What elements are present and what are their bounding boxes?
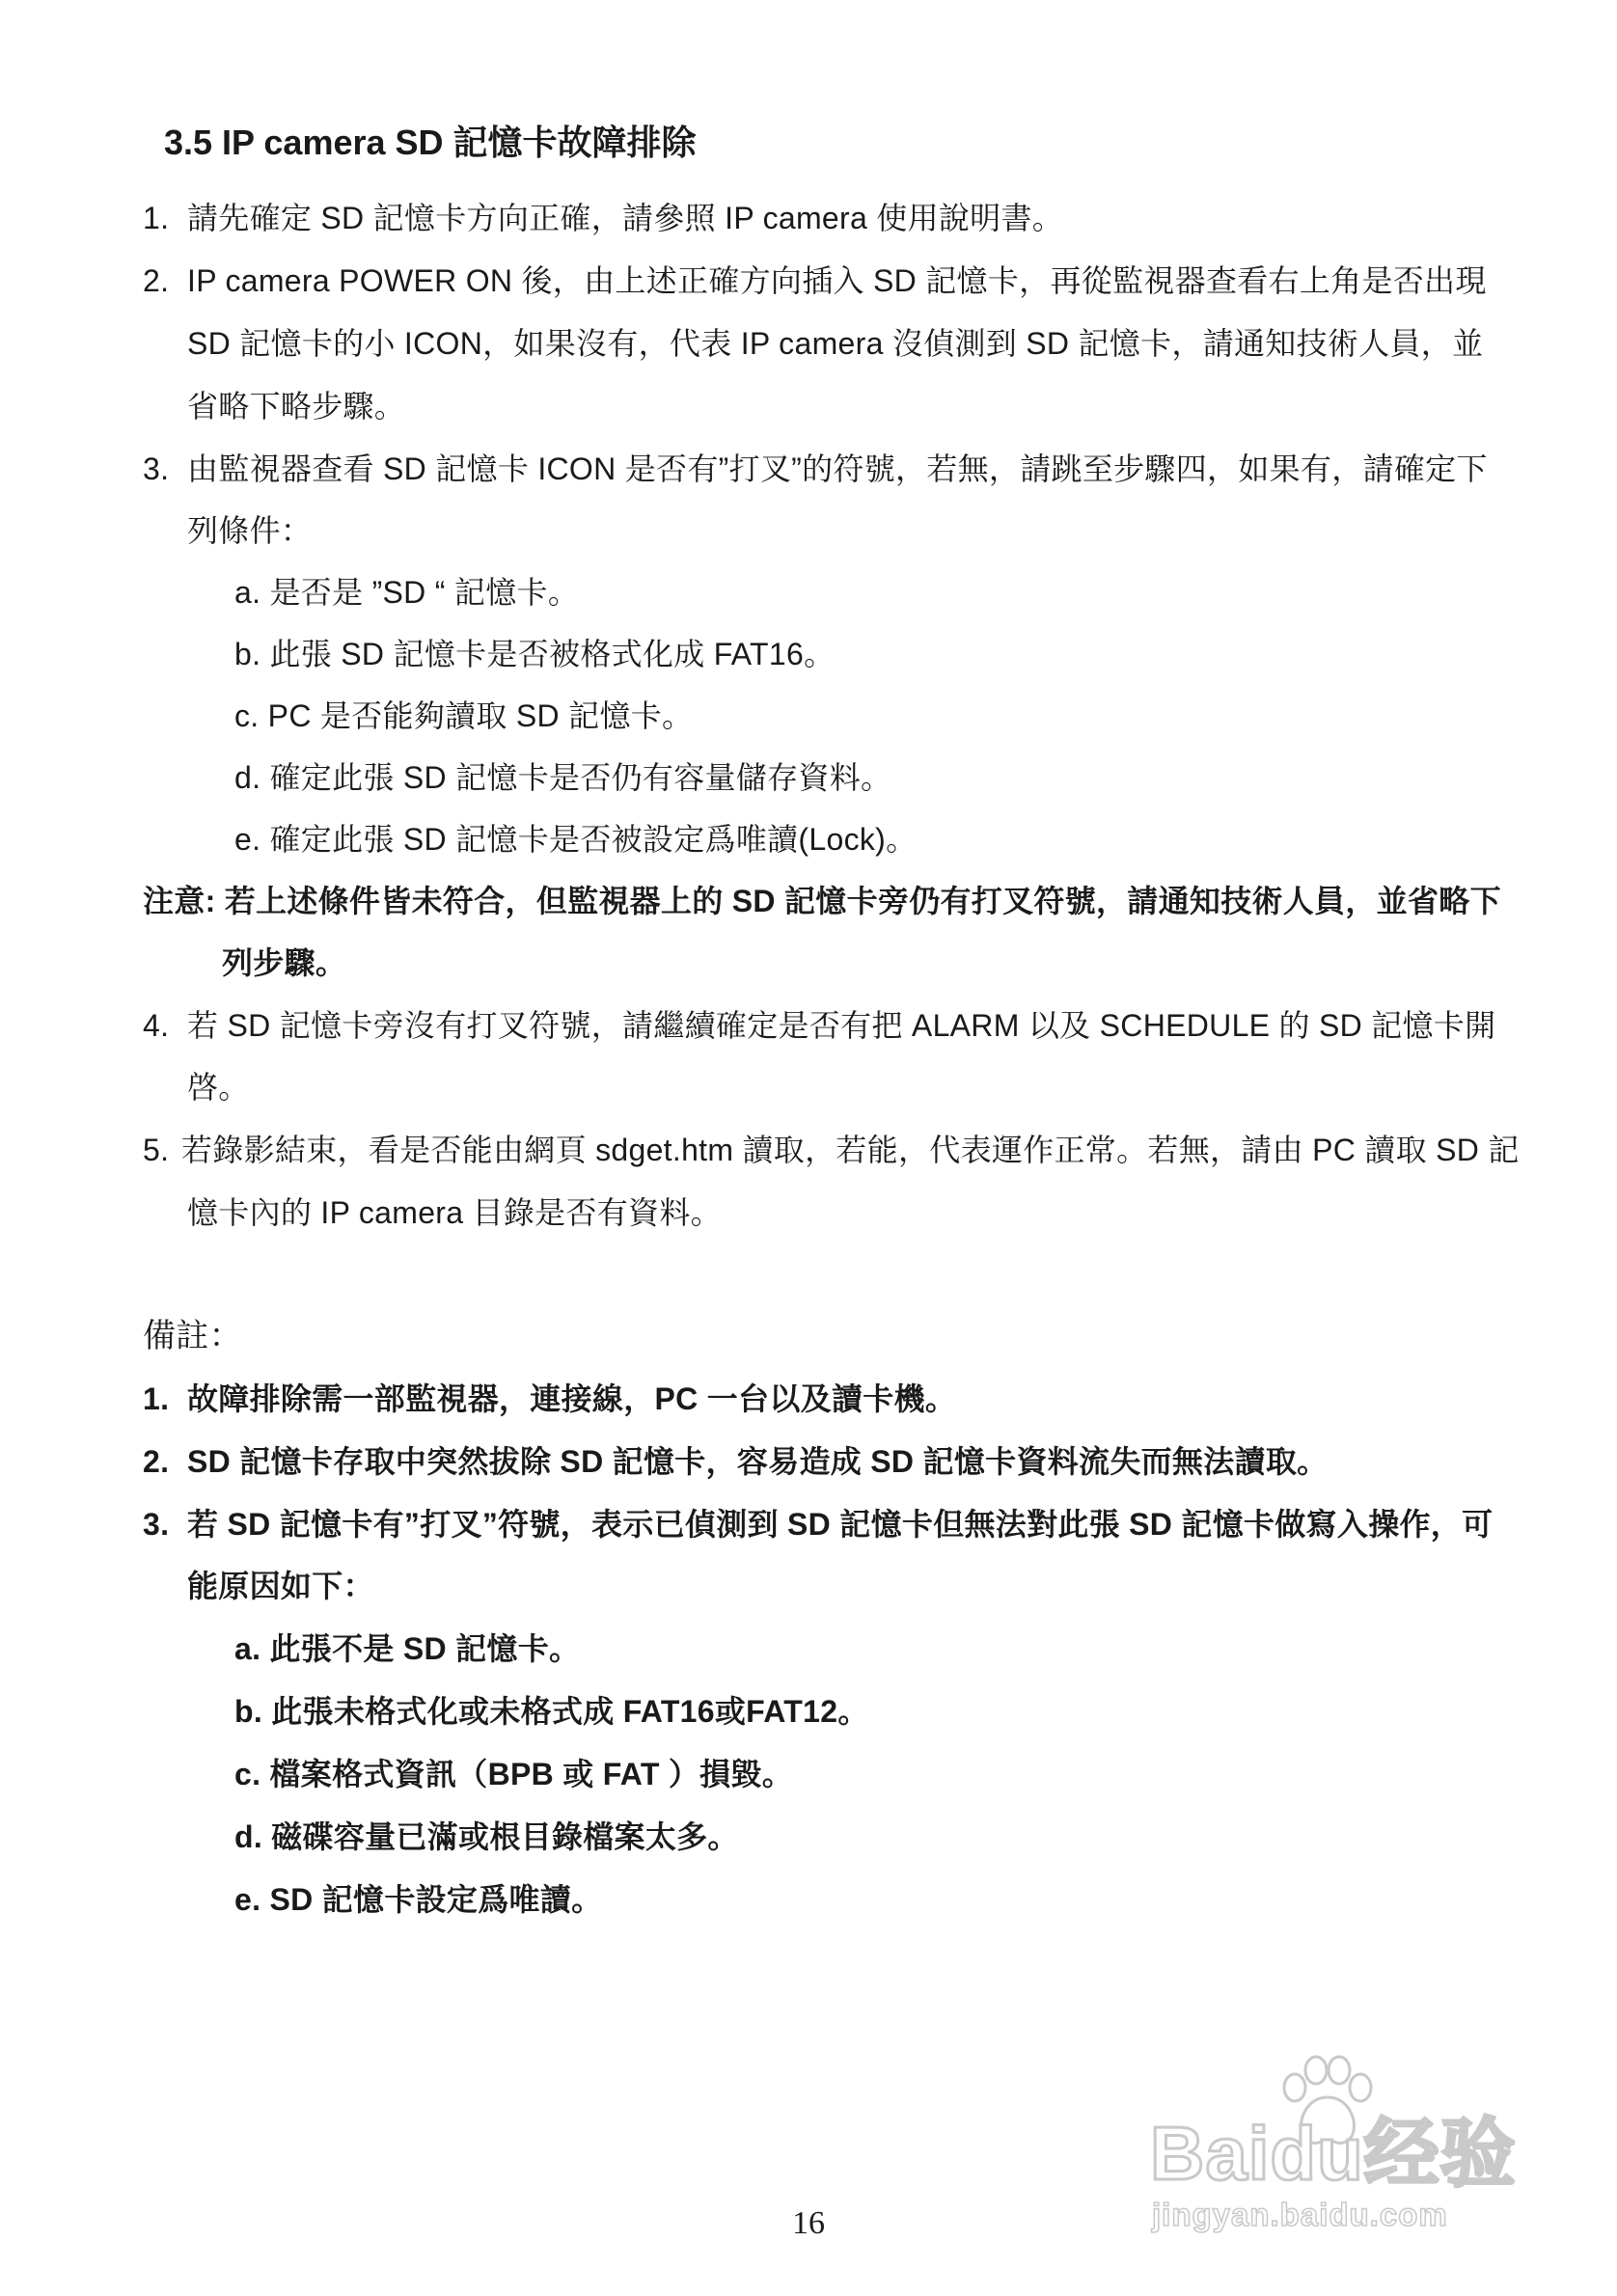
remark-number: 1. [143,1381,170,1416]
step-2-line-3: 省略下略步驟。 [187,389,406,424]
step-text: 請先確定 SD 記憶卡方向正確，請參照 IP camera 使用說明書。 [187,201,1064,235]
step-text: IP camera POWER ON 後，由上述正確方向插入 SD 記憶卡，再從監視器查看右上角是否出現 [187,263,1487,298]
step-3-item-b: b. 此張 SD 記憶卡是否被格式化成 FAT16。 [234,637,836,671]
note-label: 注意: [143,884,216,918]
remark-3-item-e: e. SD 記憶卡設定爲唯讀。 [234,1882,603,1917]
step-text: 若錄影結束，看是否能由網頁 sdget.htm 讀取，若能，代表運作正常。若無，請由 PC 讀取 SD 記 [181,1133,1520,1167]
remark-1 [143,1380,956,1418]
remark-3-item-d: d. 磁碟容量已滿或根目錄檔案太多。 [234,1819,739,1854]
remark-3-item-a: a. 此張不是 SD 記憶卡。 [234,1631,581,1666]
step-2 [143,261,1487,300]
remark-3-item-c: c. 檔案格式資訊（BPB 或 FAT ）損毀。 [234,1757,794,1791]
remarks-heading: 備註： [143,1318,242,1354]
watermark-url: jingyan.baidu.com [1152,2197,1448,2232]
step-text: 由監視器查看 SD 記憶卡 ICON 是否有”打叉”的符號，若無，請跳至步驟四，如果有，請確定下 [187,451,1488,486]
step-3-item-d: d. 確定此張 SD 記憶卡是否仍有容量儲存資料。 [234,760,892,795]
step-3-item-a: a. 是否是 ”SD “ 記憶卡。 [234,575,580,610]
remark-3 [143,1505,1493,1544]
step-5 [143,1131,1520,1169]
step-3-item-e: e. 確定此張 SD 記憶卡是否被設定爲唯讀(Lock)。 [234,822,918,857]
step-1 [143,199,1063,237]
note [143,882,1501,920]
remark-number: 2. [143,1444,170,1479]
step-2-line-2: SD 記憶卡的小 ICON，如果沒有，代表 IP camera 沒偵測到 SD 記憶卡，請通知技術人員，並 [187,326,1484,361]
step-text: 若 SD 記憶卡旁沒有打叉符號，請繼續確定是否有把 ALARM 以及 SCHEDULE 的 SD 記憶卡開 [187,1008,1496,1043]
note-line-2: 列步驟。 [222,945,347,980]
step-number: 4. [143,1008,170,1043]
remark-text: 若 SD 記憶卡有”打叉”符號，表示已偵測到 SD 記憶卡但無法對此張 SD 記憶卡做寫入操作，可 [187,1507,1494,1542]
page-number: 16 [792,2205,825,2241]
step-3 [143,450,1488,488]
step-4-line-2: 啓。 [187,1070,250,1105]
remark-2 [143,1442,1328,1481]
section-title: 3.5 IP camera SD 記憶卡故障排除 [164,123,697,162]
step-number: 5. [143,1133,170,1167]
remark-3-item-b: b. 此張未格式化或未格式成 FAT16或FAT12。 [234,1694,869,1729]
step-3-line-2: 列條件： [187,513,313,548]
step-number: 3. [143,451,170,486]
remark-text: 故障排除需一部監視器，連接線，PC 一台以及讀卡機。 [187,1381,957,1416]
step-5-line-2: 憶卡內的 IP camera 目錄是否有資料。 [187,1195,722,1230]
step-4 [143,1006,1495,1045]
remark-3-line-2: 能原因如下： [187,1569,374,1603]
baidu-watermark [1150,2055,1536,2238]
step-number: 1. [143,201,170,235]
note-text: 若上述條件皆未符合，但監視器上的 SD 記憶卡旁仍有打叉符號，請通知技術人員，並省略下 [224,884,1501,918]
step-number: 2. [143,263,170,298]
remark-text: SD 記憶卡存取中突然拔除 SD 記憶卡，容易造成 SD 記憶卡資料流失而無法讀取。 [187,1444,1329,1479]
step-3-item-c: c. PC 是否能夠讀取 SD 記憶卡。 [234,698,694,733]
remark-number: 3. [143,1507,170,1542]
watermark-brand: Baidu经验 [1150,2111,1517,2196]
